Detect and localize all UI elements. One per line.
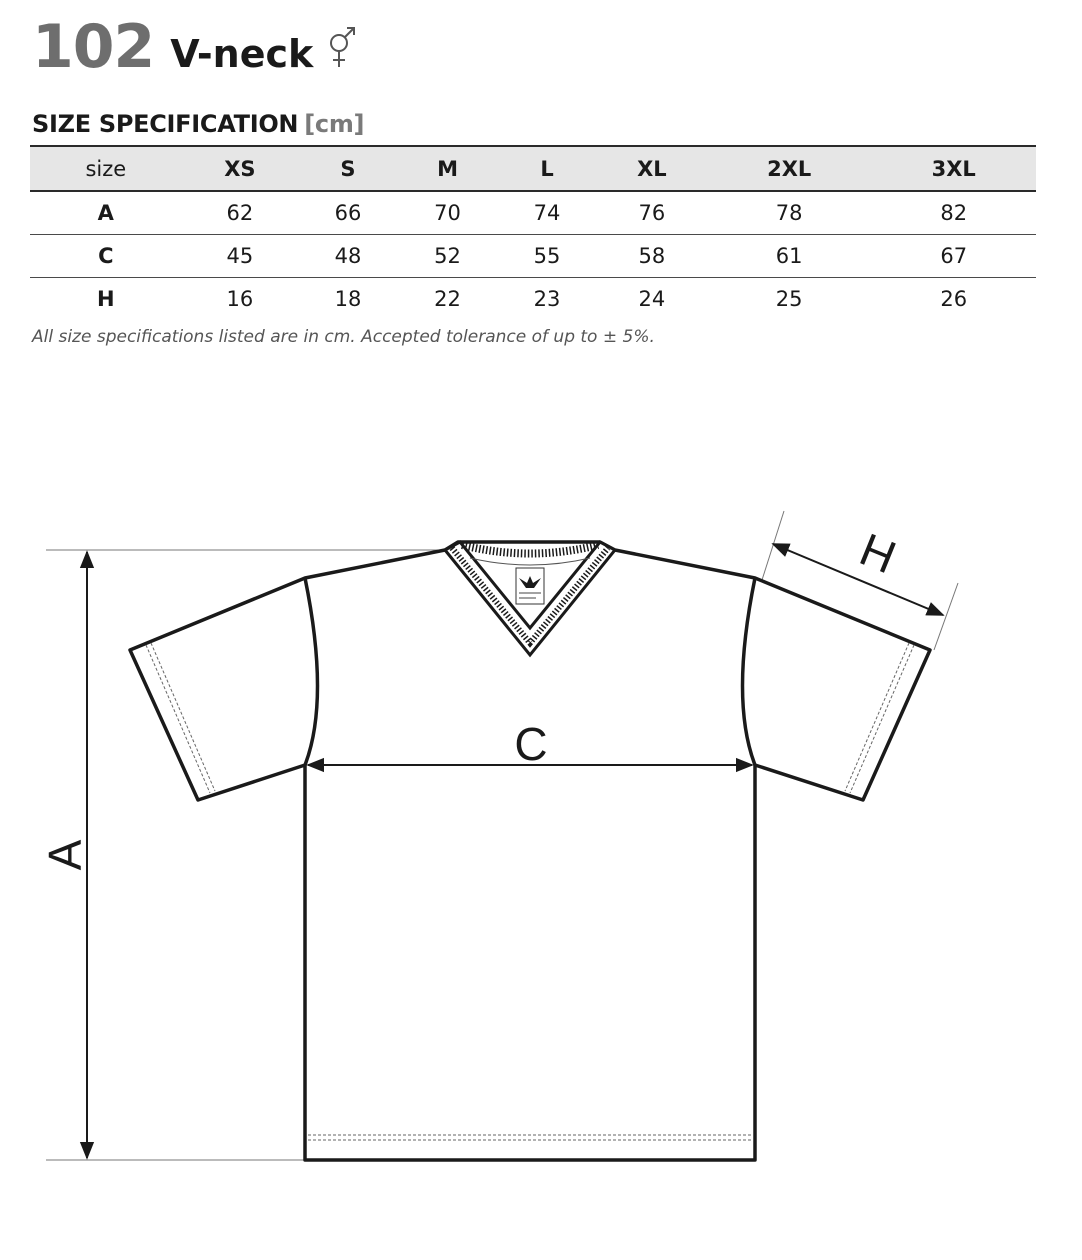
dimension-label-c: C: [514, 718, 548, 770]
table-cell: 82: [940, 200, 968, 225]
table-cell: 58: [638, 243, 666, 268]
header-s: S: [340, 156, 356, 181]
table-cell: 48: [334, 243, 362, 268]
table-row-h: [30, 277, 1036, 320]
spec-title-text: SIZE SPECIFICATION: [32, 110, 299, 138]
size-table: [30, 145, 1036, 320]
table-cell: 52: [434, 243, 461, 268]
table-cell: 24: [638, 286, 666, 311]
model-name: V-neck: [170, 32, 314, 76]
tolerance-note: All size specifications listed are in cm. Accepted tolerance of up to ± 5%.: [32, 327, 655, 347]
table-cell: 66: [334, 200, 362, 225]
table-cell: 18: [334, 286, 362, 311]
table-cell: 16: [226, 286, 254, 311]
table-cell: 23: [533, 286, 561, 311]
header-xs: XS: [224, 156, 256, 181]
dimension-label-a: A: [39, 839, 91, 871]
page-header: [32, 12, 359, 82]
model-number: 102: [32, 12, 155, 82]
table-cell: 74: [533, 200, 561, 225]
header-size: size: [85, 156, 127, 181]
dimension-label-h: H: [852, 522, 904, 584]
guide-line-h-bottom: [934, 583, 958, 650]
table-cell: 76: [638, 200, 666, 225]
header-3xl: 3XL: [931, 156, 976, 181]
table-cell: 61: [775, 243, 803, 268]
table-cell: 67: [940, 243, 968, 268]
header-xl: XL: [637, 156, 667, 181]
table-cell: 45: [226, 243, 254, 268]
row-label: C: [98, 243, 114, 268]
row-label: H: [97, 286, 115, 311]
header-2xl: 2XL: [767, 156, 812, 181]
spec-title: [32, 110, 364, 138]
table-cell: 26: [940, 286, 968, 311]
unisex-gender-icon: [323, 25, 359, 73]
table-cell: 55: [533, 243, 561, 268]
table-cell: 25: [775, 286, 803, 311]
table-cell: 70: [434, 200, 461, 225]
spec-unit: [cm]: [304, 110, 365, 138]
table-cell: 78: [775, 200, 803, 225]
tshirt-diagram: [0, 360, 1082, 1260]
guide-line-h-top: [762, 511, 784, 580]
table-cell: 62: [226, 200, 254, 225]
table-row-c: [30, 234, 1036, 277]
size-header-row: [30, 146, 1036, 191]
table-cell: 22: [434, 286, 461, 311]
row-label: A: [97, 200, 114, 225]
table-row-a: [30, 191, 1036, 234]
header-l: L: [540, 156, 554, 181]
header-m: M: [437, 156, 458, 181]
